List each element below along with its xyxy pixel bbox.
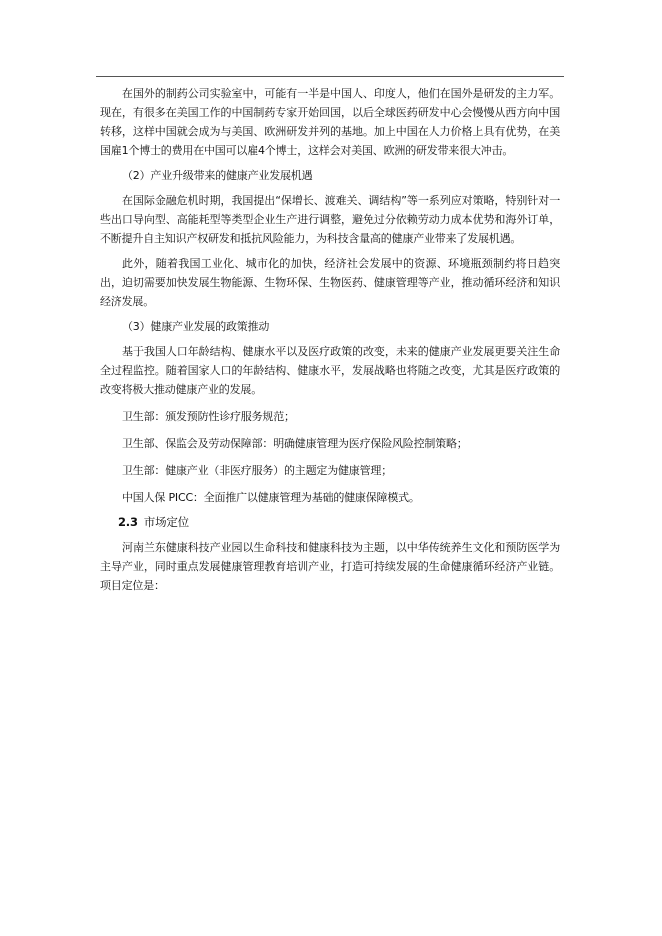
section-title: 市场定位	[143, 515, 189, 529]
subheading-policy: （3）健康产业发展的政策推动	[122, 320, 270, 333]
paragraph-financial-crisis: 在国际金融危机时期，我国提出“保增长、渡难关、调结构”等一系列应对策略，特别针对一些出口导向型、高能耗型等类型企业生产进行调整，避免过分依赖劳动力成本优势和海外订单，不断提升自主知识产权研发和抵抗风险能力，为科技含量高的健康产业带来了发展机遇。	[100, 194, 560, 245]
policy-item-insurance: 卫生部、保监会及劳动保障部：明确健康管理为医疗保险风险控制策略；	[122, 437, 468, 450]
paragraph-policy-change: 基于我国人口年龄结构、健康水平以及医疗政策的改变，未来的健康产业发展更要关注生命全过程监控。随着国家人口的年龄结构、健康水平，发展战略也将随之改变，尤其是医疗政策的改变将极大推动健康产业的发展。	[100, 345, 560, 396]
paragraph-project-positioning: 河南兰东健康科技产业园以生命科技和健康科技为主题，以中华传统养生文化和预防医学为主导产业，同时重点发展健康管理教育培训产业，打造可持续发展的生命健康循环经济产业链。项目定位是：	[100, 541, 560, 592]
header-rule	[96, 76, 564, 77]
document-body	[100, 84, 560, 595]
policy-item-picc: 中国人保 PICC：全面推广以健康管理为基础的健康保障模式。	[122, 491, 420, 504]
policy-item-ministry-health: 卫生部：颁发预防性诊疗服务规范；	[122, 410, 295, 423]
section-heading-market-positioning	[118, 513, 560, 532]
subheading-industry-upgrade: （2）产业升级带来的健康产业发展机遇	[122, 169, 313, 182]
paragraph-industrialization: 此外，随着我国工业化、城市化的加快，经济社会发展中的资源、环境瓶颈制约将日趋突出，迫切需要加快发展生物能源、生物环保、生物医药、健康管理等产业，推动循环经济和知识经济发展。	[100, 257, 560, 308]
section-number: 2.3	[118, 515, 138, 529]
policy-item-health-management: 卫生部：健康产业（非医疗服务）的主题定为健康管理；	[122, 464, 392, 477]
paragraph-overseas-talent: 在国外的制药公司实验室中，可能有一半是中国人、印度人，他们在国外是研发的主力军。现在，有很多在美国工作的中国制药专家开始回国，以后全球医药研发中心会慢慢从西方向中国转移，这样中国就会成为与美国、欧洲研发并列的基地。加上中国在人力价格上具有优势，在美国雇1个博士的费用在中国可以雇4个博士，这样会对美国、欧洲的研发带来很大冲击。	[100, 87, 560, 157]
